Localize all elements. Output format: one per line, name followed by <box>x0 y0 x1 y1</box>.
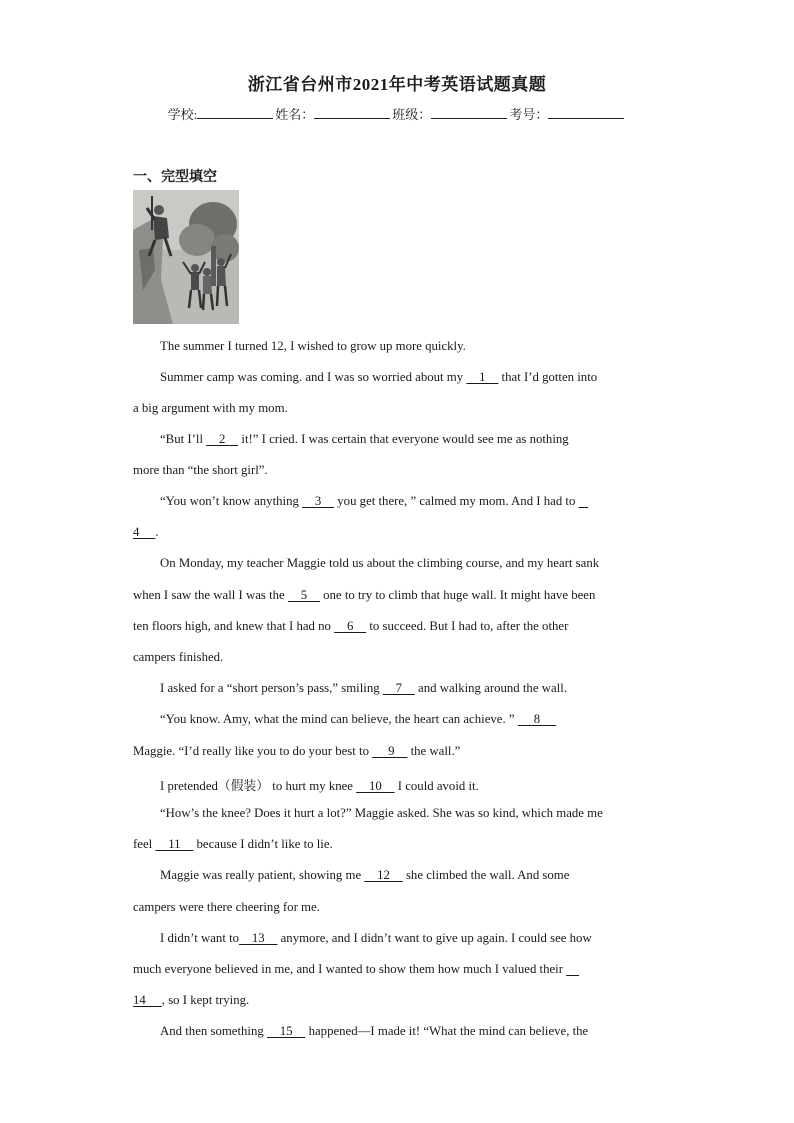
class-label: 班级： <box>392 107 432 122</box>
school-blank[interactable] <box>197 106 273 119</box>
passage-line: ten floors high, and knew that I had no 6 to succeed. But I had to, after the other <box>133 619 569 633</box>
blank-4-start[interactable] <box>579 494 589 509</box>
class-blank[interactable] <box>431 106 507 119</box>
blank-5[interactable]: 5 <box>287 588 320 602</box>
passage-line: “But I’ll 2 it!” I cried. I was certain that everyone would see me as nothing <box>160 432 569 446</box>
passage-line: much everyone believed in me, and I wanted to show them how much I valued their <box>133 962 579 977</box>
passage-line: I pretended（假装） to hurt my knee 10 I could avoid it. <box>160 779 479 793</box>
blank-6[interactable]: 6 <box>334 619 367 633</box>
page-title: 浙江省台州市2021年中考英语试题真题 <box>247 75 547 94</box>
passage-line: And then something 15 happened—I made it! “What the mind can believe, the <box>160 1024 589 1038</box>
passage-line: 4 . <box>133 525 159 539</box>
blank-3[interactable]: 3 <box>302 494 335 508</box>
exam-no-label: 考号： <box>509 107 549 122</box>
passage-line: campers finished. <box>133 650 224 664</box>
section-title: 一、完型填空 <box>133 170 217 185</box>
passage-line: “How’s the knee? Does it hurt a lot?” Maggie asked. She was so kind, which made me <box>160 806 603 820</box>
blank-12[interactable]: 12 <box>364 868 403 882</box>
blank-2[interactable]: 2 <box>206 432 239 446</box>
blank-11[interactable]: 11 <box>155 837 194 851</box>
school-label: 学校: <box>167 107 198 122</box>
blank-10[interactable]: 10 <box>356 779 395 793</box>
blank-15[interactable]: 15 <box>267 1024 306 1038</box>
passage-line: Maggie. “I’d really like you to do your best to 9 the wall.” <box>133 744 461 758</box>
passage-line: “You won’t know anything 3 you get there, ” calmed my mom. And I had to <box>160 494 588 509</box>
student-info-line <box>0 104 794 123</box>
passage-line: I didn’t want to 13 anymore, and I didn’t want to give up again. I could see how <box>160 931 592 945</box>
passage-line: Summer camp was coming. and I was so worried about my 1 that I’d gotten into <box>160 370 598 384</box>
passage-line: On Monday, my teacher Maggie told us about the climbing course, and my heart sank <box>160 556 600 570</box>
passage-line: feel 11 because I didn’t like to lie. <box>133 837 333 851</box>
passage-line: a big argument with my mom. <box>133 401 288 415</box>
blank-14[interactable]: 14 <box>133 993 162 1007</box>
passage-line: “You know. Amy, what the mind can believe, the heart can achieve. ” 8 <box>160 712 557 726</box>
passage-line: The summer I turned 12, I wished to grow up more quickly. <box>160 339 466 353</box>
climbing-illustration <box>133 190 239 324</box>
passage-line: I asked for a “short person’s pass,” smiling 7 and walking around the wall. <box>160 681 567 695</box>
blank-8[interactable]: 8 <box>517 712 557 726</box>
passage-line: Maggie was really patient, showing me 12 she climbed the wall. And some <box>160 868 570 882</box>
exam-no-blank[interactable] <box>548 106 624 119</box>
passage-line: 14 , so I kept trying. <box>133 993 250 1007</box>
passage-line: campers were there cheering for me. <box>133 900 320 914</box>
blank-13[interactable]: 13 <box>239 931 278 945</box>
name-label: 姓名： <box>275 107 315 122</box>
name-blank[interactable] <box>314 106 390 119</box>
blank-14-start[interactable] <box>566 962 579 977</box>
blank-4[interactable]: 4 <box>133 525 156 539</box>
blank-7[interactable]: 7 <box>382 681 415 695</box>
blank-1[interactable]: 1 <box>466 370 499 384</box>
passage-line: more than “the short girl”. <box>133 463 268 477</box>
blank-9[interactable]: 9 <box>372 744 408 758</box>
passage-line: when I saw the wall I was the 5 one to try to climb that huge wall. It might have been <box>133 588 596 602</box>
